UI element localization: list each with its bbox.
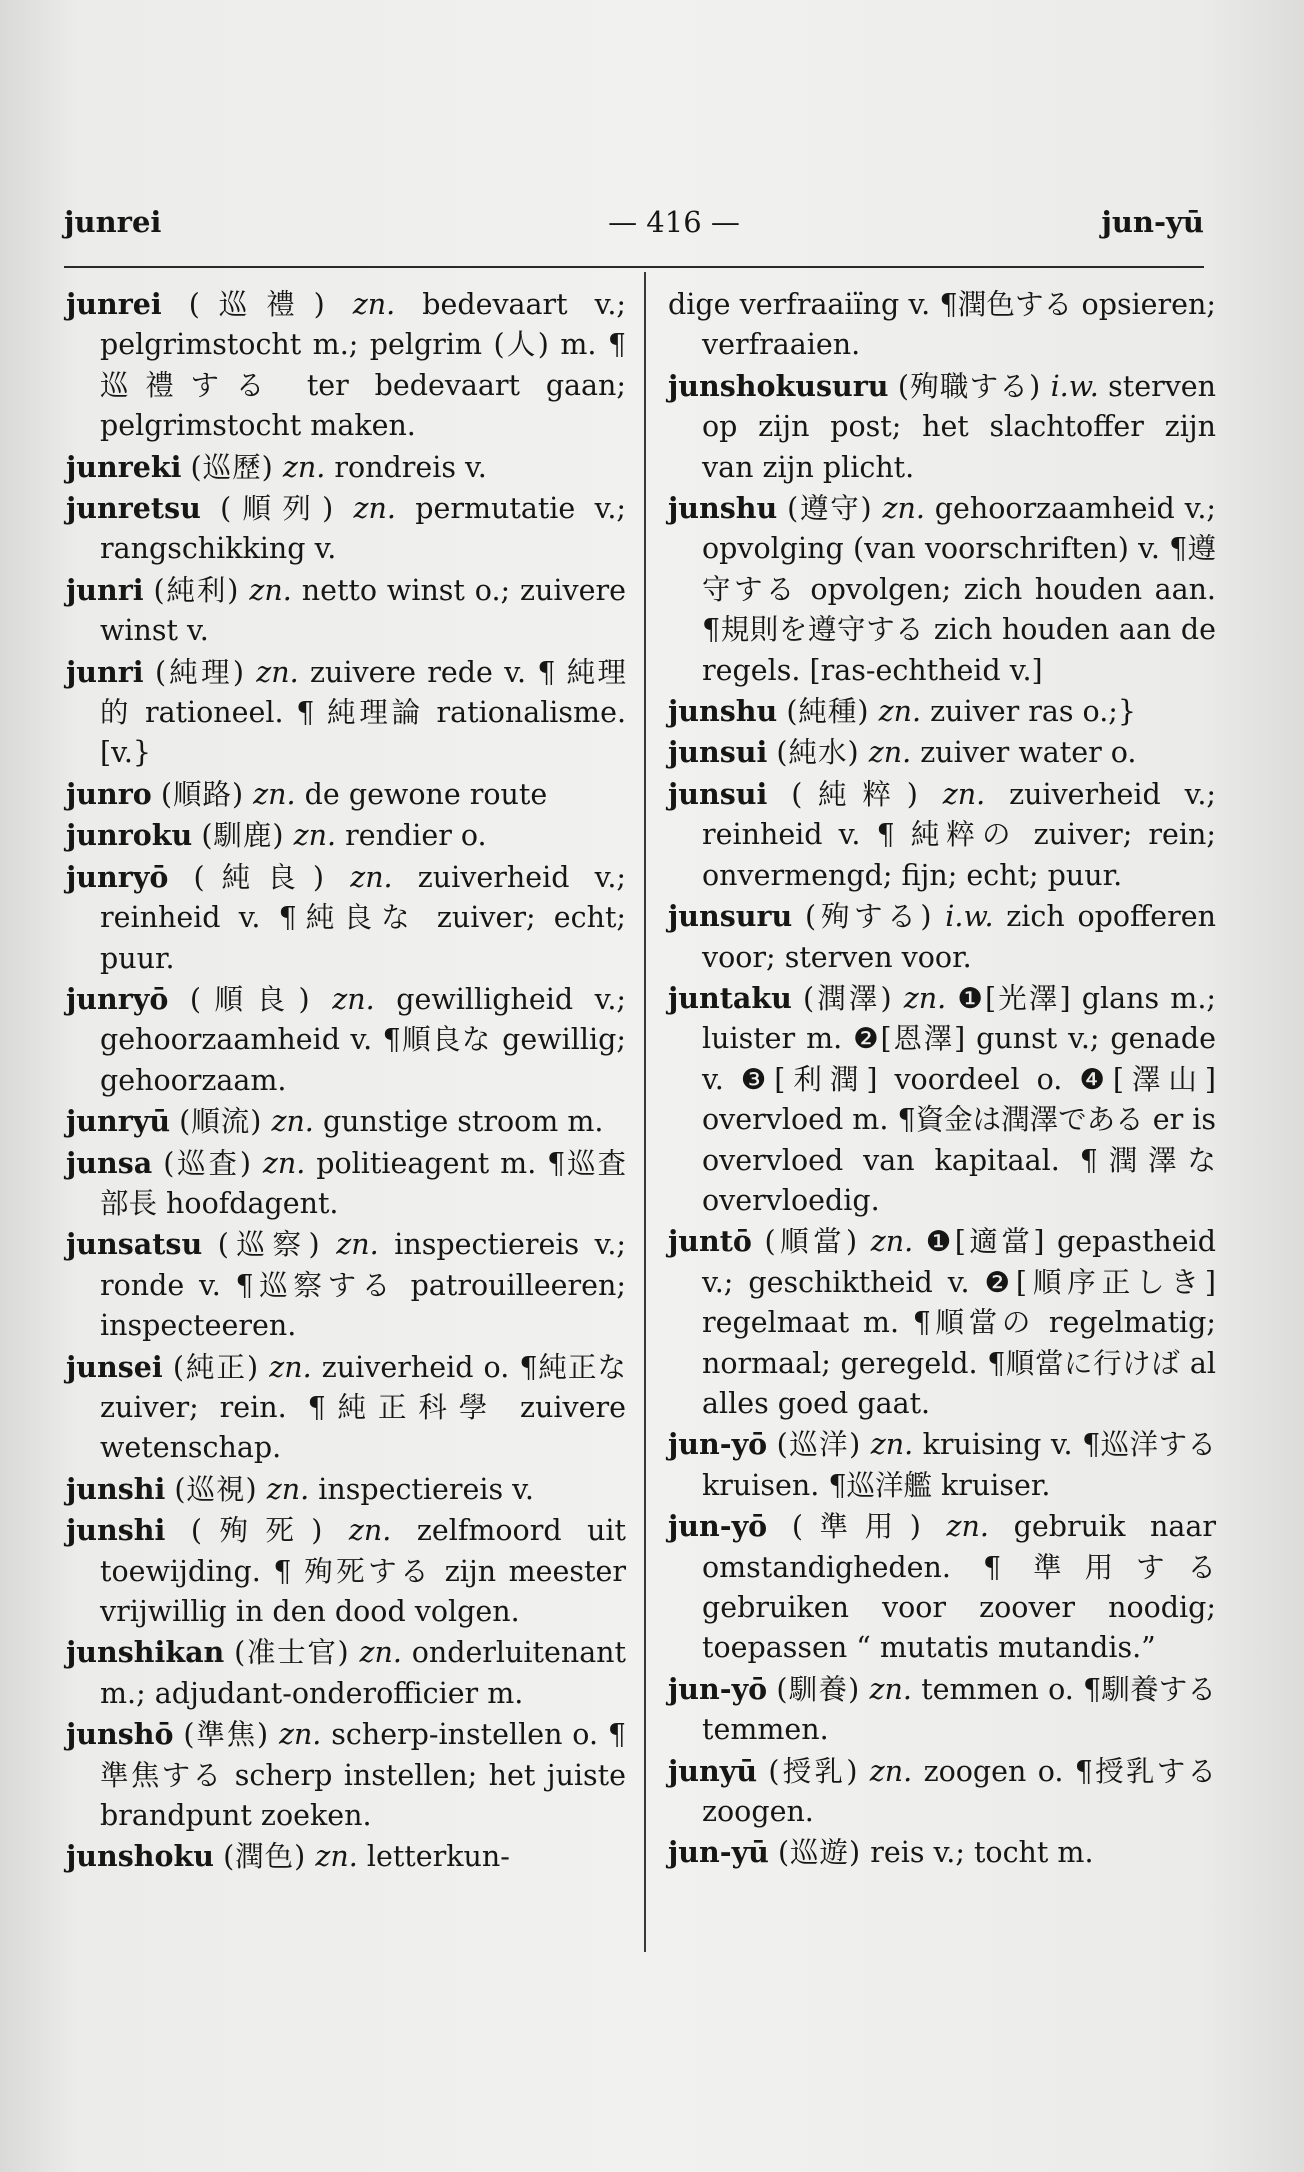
- entry-definition: dige verfraaiïng v. ¶潤色する opsieren; verfraaien.: [668, 288, 1216, 362]
- entry-grammar: zn.: [878, 695, 922, 729]
- entry-kanji: (巡遊): [777, 1836, 862, 1870]
- entry-kanji: (純正): [172, 1350, 260, 1384]
- entry-headword: junsui: [668, 735, 768, 770]
- entry-kanji: (遵守): [787, 492, 873, 526]
- entry-headword: junreki: [66, 449, 182, 484]
- dictionary-entry: [668, 1669, 1216, 1751]
- entry-grammar: zn.: [249, 573, 292, 607]
- entry-kanji: (授乳): [768, 1754, 859, 1788]
- entry-grammar: zn.: [262, 1146, 306, 1180]
- entry-headword: junryō: [66, 859, 169, 894]
- dictionary-entry: [668, 366, 1216, 488]
- entry-kanji: (馴鹿): [201, 819, 285, 853]
- entry-definition: zuivere rede v. ¶ 純理的 rationeel. ¶ 純理論 rationalisme. [v.}: [100, 655, 627, 770]
- entry-headword: junshi: [66, 1471, 166, 1506]
- entry-definition: gebruik naar omstandigheden. ¶ 準用する gebruiken voor zoover noodig; toepassen “ mutatis mutandis.”: [702, 1510, 1216, 1665]
- entry-kanji: (巡察): [217, 1228, 321, 1262]
- entry-definition: scherp-instellen o. ¶準焦する scherp instellen; het juiste brandpunt zoeken.: [100, 1718, 627, 1833]
- dictionary-entry: [66, 1714, 626, 1836]
- entry-grammar: zn.: [256, 655, 299, 689]
- entry-headword: junsa: [66, 1145, 153, 1180]
- entry-headword: junretsu: [66, 491, 201, 526]
- entry-kanji: (順路): [160, 777, 245, 811]
- dictionary-entry: [66, 1224, 626, 1346]
- entry-headword: junsui: [668, 776, 768, 811]
- dictionary-entry: [668, 732, 1216, 773]
- entry-definition: kruising v. ¶巡洋する kruisen. ¶巡洋艦 kruiser.: [702, 1428, 1216, 1502]
- entry-kanji: (純種): [786, 695, 870, 729]
- entry-grammar: zn.: [946, 1510, 989, 1544]
- dictionary-entry: [66, 570, 626, 652]
- entry-kanji: (準焦): [183, 1718, 270, 1752]
- entry-headword: junshō: [66, 1717, 174, 1752]
- dictionary-entry: [66, 1469, 626, 1510]
- entry-definition: rondreis v.: [334, 450, 487, 484]
- dictionary-entry: [668, 1506, 1216, 1669]
- entry-definition: ❶[適當] gepastheid v.; geschiktheid v. ❷[順序正しき] regelmaat m. ¶順當の regelmatig; normaal; geregeld. ¶順當に行けば al alles goed gaat.: [702, 1225, 1216, 1420]
- entry-grammar: zn.: [942, 777, 986, 811]
- dictionary-entry: [66, 979, 626, 1101]
- entry-kanji: (純水): [776, 736, 860, 770]
- entry-grammar: zn.: [336, 1228, 379, 1262]
- entry-headword: junryū: [66, 1104, 171, 1139]
- entry-headword: junryō: [66, 981, 169, 1016]
- entry-grammar: i.w.: [945, 900, 994, 934]
- dictionary-entry: [66, 1836, 626, 1877]
- entry-grammar: zn.: [278, 1718, 322, 1752]
- entry-headword: junshu: [668, 694, 778, 729]
- entry-grammar: zn.: [870, 1428, 914, 1462]
- dictionary-entry: [668, 1751, 1216, 1833]
- entry-grammar: zn.: [253, 777, 296, 811]
- entry-headword: junrei: [66, 287, 162, 321]
- header-right-guideword: jun-yū: [1101, 205, 1204, 239]
- entry-definition: letterkun-: [366, 1840, 510, 1874]
- entry-definition: zuiverheid v.; reinheid v. ¶ 純粹の zuiver; rein; onvermengd; fijn; echt; puur.: [702, 777, 1216, 892]
- dictionary-entry: [66, 1632, 626, 1714]
- entry-definition: rendier o.: [345, 819, 487, 853]
- entry-headword: juntaku: [668, 980, 792, 1015]
- entry-grammar: zn.: [868, 736, 912, 770]
- entry-grammar: zn.: [271, 1105, 314, 1139]
- entry-definition: zuiver ras o.;}: [930, 695, 1137, 729]
- entry-headword: jun-yō: [668, 1509, 768, 1544]
- entry-definition: zelfmoord uit toewijding. ¶ 殉死する zijn meester vrijwillig in den dood volgen.: [100, 1514, 626, 1628]
- entry-grammar: zn.: [352, 288, 396, 321]
- entry-grammar: zn.: [359, 1636, 402, 1670]
- left-column: [66, 284, 626, 1878]
- entry-headword: juntō: [668, 1224, 752, 1259]
- entry-headword: junsatsu: [66, 1227, 203, 1262]
- entry-kanji: (巡視): [174, 1472, 258, 1506]
- entry-definition: sterven op zijn post; het slachtoffer zijn van zijn plicht.: [702, 369, 1217, 484]
- entry-kanji: (純理): [154, 655, 245, 689]
- dictionary-entry: [668, 488, 1216, 691]
- column-divider: [644, 272, 646, 1952]
- entry-headword: junroku: [66, 818, 193, 853]
- entry-kanji: (純利): [153, 573, 240, 607]
- entry-kanji: (順當): [764, 1225, 859, 1259]
- entry-grammar: zn.: [269, 1350, 312, 1384]
- entry-definition: zuiverheid o. ¶純正な zuiver; rein. ¶純正科學 zuivere wetenschap.: [100, 1350, 627, 1465]
- entry-kanji: (馴養): [776, 1672, 861, 1706]
- entry-grammar: zn.: [870, 1225, 914, 1259]
- dictionary-entry: [66, 1101, 626, 1142]
- entry-grammar: zn.: [332, 982, 375, 1016]
- dictionary-entry: [66, 1143, 626, 1225]
- entry-grammar: zn.: [293, 819, 337, 853]
- entry-headword: junro: [66, 776, 152, 811]
- entry-headword: junyū: [668, 1753, 758, 1788]
- dictionary-entry: [66, 1510, 626, 1632]
- dictionary-entry: [66, 488, 626, 570]
- entry-grammar: zn.: [882, 492, 925, 526]
- right-column: [668, 284, 1216, 1874]
- entry-definition: gehoorzaamheid v.; opvolging (van voorschriften) v. ¶遵守する opvolgen; zich houden aan. ¶規則を遵守する zich houden aan de regels. [ras-echtheid v.]: [702, 492, 1217, 687]
- entry-headword: junshoku: [66, 1839, 214, 1874]
- entry-headword: jun-yō: [668, 1671, 768, 1706]
- dictionary-entry: [668, 1832, 1216, 1873]
- page-number: — 416 —: [608, 205, 740, 239]
- entry-definition: permutatie v.; rangschikking v.: [100, 492, 626, 566]
- header-rule: [64, 266, 1204, 268]
- entry-kanji: (巡査): [163, 1146, 252, 1180]
- dictionary-entry: [668, 978, 1216, 1221]
- entry-headword: junshikan: [66, 1635, 225, 1670]
- entry-kanji: (巡洋): [776, 1428, 862, 1462]
- entry-headword: jun-yū: [668, 1835, 769, 1870]
- entry-definition: bedevaart v.; pelgrimstocht m.; pelgrim (人) m. ¶巡禮する ter bedevaart gaan; pelgrimstocht maken.: [100, 288, 626, 443]
- entry-definition: zoogen o. ¶授乳する zoogen.: [702, 1754, 1216, 1829]
- entry-definition: zich opofferen voor; sterven voor.: [702, 900, 1216, 974]
- entry-kanji: (準用): [791, 1510, 922, 1544]
- entry-definition: gunstige stroom m.: [322, 1105, 604, 1139]
- entry-headword: junshu: [668, 491, 778, 526]
- entry-grammar: zn.: [353, 492, 396, 526]
- entry-headword: junshokusuru: [668, 368, 889, 403]
- entry-headword: jun-yō: [668, 1427, 768, 1462]
- entry-kanji: (巡禮): [188, 288, 326, 321]
- entry-definition: temmen o. ¶馴養する temmen.: [702, 1672, 1216, 1747]
- entry-headword: junri: [66, 654, 144, 689]
- entry-headword: junsei: [66, 1349, 163, 1384]
- entry-kanji: (潤澤): [803, 981, 893, 1015]
- dictionary-entry: [66, 1347, 626, 1469]
- entry-grammar: zn.: [903, 981, 947, 1015]
- dictionary-entry: [66, 284, 626, 447]
- entry-grammar: zn.: [282, 450, 326, 484]
- dictionary-entry: [668, 284, 1216, 366]
- entry-definition: de gewone route: [304, 777, 548, 811]
- entry-headword: junri: [66, 572, 144, 607]
- entry-definition: gewilligheid v.; gehoorzaamheid v. ¶順良な gewillig; gehoorzaam.: [100, 982, 627, 1097]
- entry-grammar: zn.: [869, 1672, 912, 1706]
- entry-grammar: zn.: [350, 860, 393, 894]
- entry-kanji: (順良): [189, 982, 311, 1016]
- entry-kanji: (純良): [193, 860, 326, 894]
- dictionary-entry: [66, 652, 626, 774]
- entry-definition: reis v.; tocht m.: [870, 1836, 1094, 1870]
- entry-kanji: (殉する): [805, 900, 933, 934]
- entry-kanji: (潤色): [223, 1840, 307, 1874]
- entry-kanji: (准士官): [234, 1636, 350, 1670]
- entry-kanji: (順流): [179, 1105, 263, 1139]
- entry-definition: inspectiereis v.: [318, 1472, 534, 1506]
- entry-grammar: zn.: [315, 1840, 358, 1874]
- dictionary-entry: [66, 447, 626, 488]
- entry-grammar: zn.: [869, 1754, 913, 1788]
- entry-definition: inspectiereis v.; ronde v. ¶巡察する patrouilleeren; inspecteeren.: [100, 1228, 627, 1343]
- entry-kanji: (純粹): [791, 777, 919, 811]
- entry-kanji: (殉死): [190, 1514, 324, 1548]
- dictionary-entry: [668, 1424, 1216, 1506]
- entry-kanji: (順列): [220, 492, 335, 526]
- dictionary-entry: [668, 691, 1216, 732]
- entry-grammar: zn.: [266, 1472, 310, 1506]
- entry-headword: junsuru: [668, 899, 793, 934]
- entry-definition: politieagent m. ¶巡査部長 hoofdagent.: [100, 1146, 627, 1220]
- running-head: [64, 205, 1204, 245]
- dictionary-entry: [66, 774, 626, 815]
- dictionary-entry: [668, 774, 1216, 896]
- dictionary-entry: [66, 815, 626, 856]
- entry-definition: zuiverheid v.; reinheid v. ¶純良な zuiver; echt; puur.: [100, 860, 626, 975]
- entry-headword: junshi: [66, 1513, 166, 1548]
- header-left-guideword: junrei: [64, 205, 162, 239]
- entry-definition: onderluitenant m.; adjudant-onderofficier m.: [100, 1636, 626, 1710]
- dictionary-entry: [66, 857, 626, 979]
- entry-kanji: (巡歷): [190, 450, 274, 484]
- entry-grammar: zn.: [348, 1514, 392, 1548]
- entry-kanji: (殉職する): [897, 369, 1042, 403]
- dictionary-entry: [668, 1221, 1216, 1424]
- entry-definition: netto winst o.; zuivere winst v.: [100, 573, 627, 648]
- entry-definition: ❶[光澤] glans m.; luister m. ❷[恩澤] gunst v.; genade v. ❸[利潤] voordeel o. ❹[澤山] overvloed m. ¶資金は潤澤である er is overvloed van kapitaal. ¶潤澤な overvloedig.: [702, 981, 1216, 1217]
- dictionary-entry: [668, 896, 1216, 978]
- entry-definition: zuiver water o.: [920, 736, 1137, 770]
- entry-grammar: i.w.: [1050, 369, 1099, 403]
